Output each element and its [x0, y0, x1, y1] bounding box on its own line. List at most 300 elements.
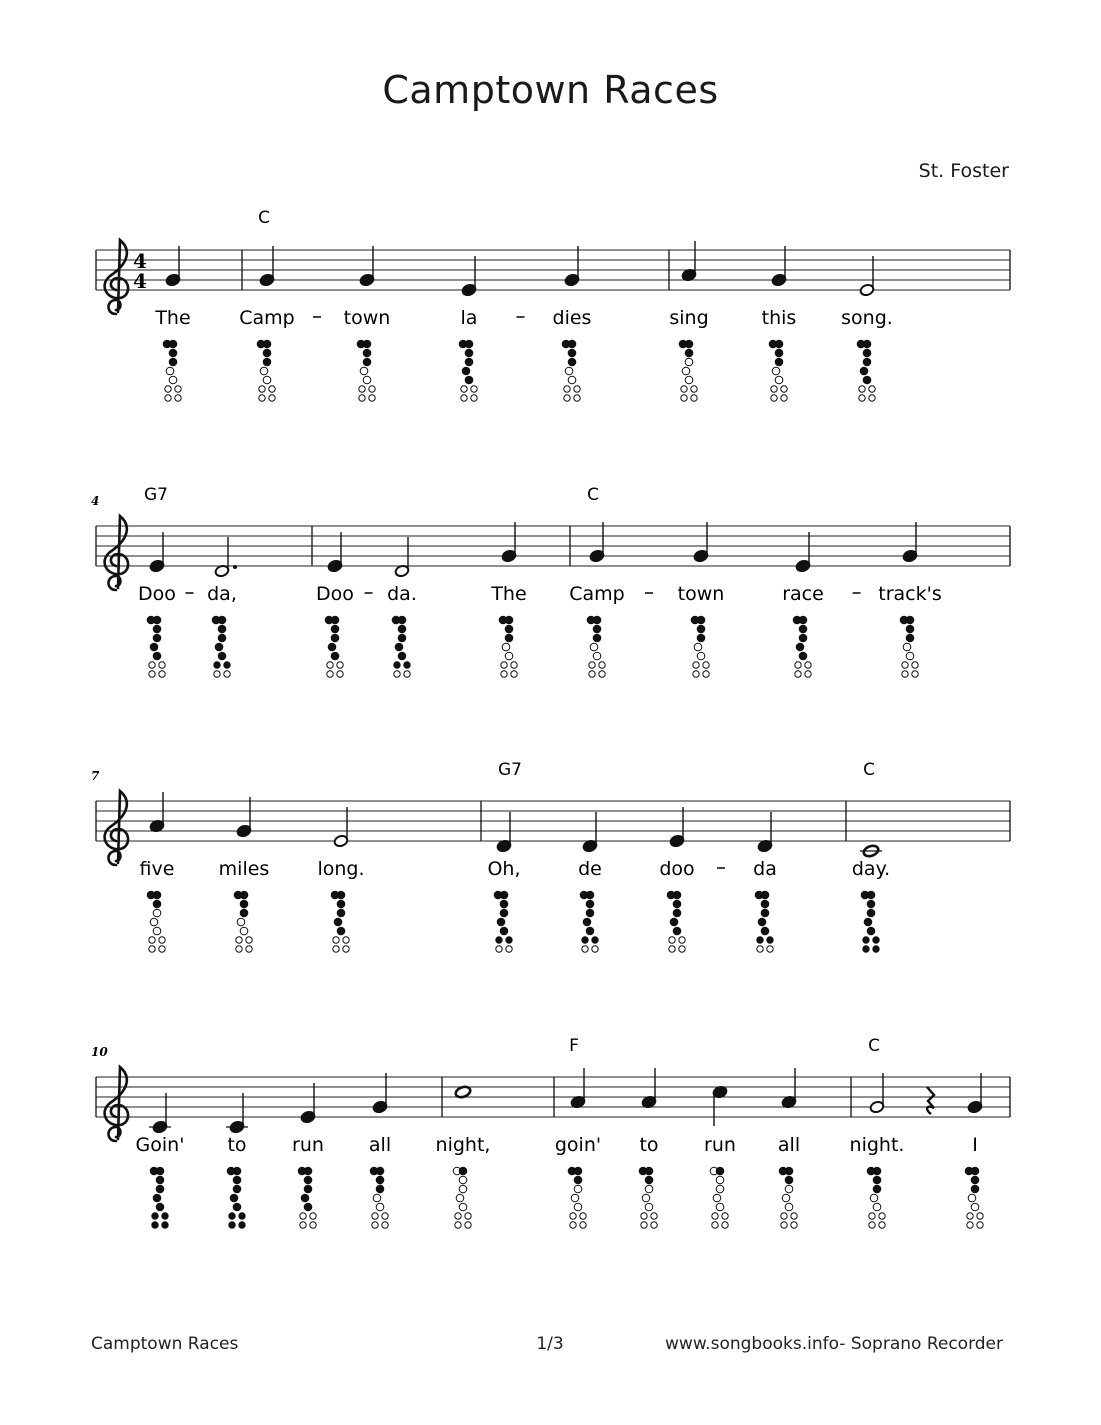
lyric-syllable: track's [878, 583, 942, 605]
lyric-syllable: miles [218, 858, 270, 880]
closed-hole-icon [331, 625, 339, 633]
closed-hole-icon [863, 937, 869, 943]
closed-hole-icon [673, 900, 681, 908]
open-hole-icon [782, 1194, 790, 1202]
lyric-syllable: goin' [554, 1134, 602, 1156]
open-hole-icon [149, 946, 155, 952]
closed-hole-icon [592, 937, 598, 943]
recorder-fingering-chart [779, 1167, 797, 1228]
closed-hole-icon [363, 349, 371, 357]
open-hole-icon [564, 386, 570, 392]
closed-hole-icon [799, 625, 807, 633]
lyric-syllable: dies [552, 307, 592, 329]
lyric-syllable: I [972, 1134, 978, 1156]
open-hole-icon [781, 1222, 787, 1228]
open-hole-icon [459, 1176, 467, 1184]
open-hole-icon [501, 671, 507, 677]
open-hole-icon [506, 946, 512, 952]
lyric-syllable: all [368, 1134, 392, 1156]
closed-hole-icon [169, 349, 177, 357]
closed-hole-icon [757, 937, 763, 943]
open-hole-icon [781, 386, 787, 392]
open-hole-icon [327, 671, 333, 677]
open-hole-icon [150, 918, 158, 926]
lyric-syllable: this [761, 307, 797, 329]
open-hole-icon [159, 662, 165, 668]
open-hole-icon [471, 395, 477, 401]
closed-hole-icon [331, 616, 339, 624]
closed-hole-icon [500, 909, 508, 917]
lyric-syllable: long. [317, 858, 365, 880]
open-hole-icon [691, 386, 697, 392]
closed-hole-icon [334, 918, 342, 926]
open-hole-icon [165, 386, 171, 392]
closed-hole-icon [398, 634, 406, 642]
open-hole-icon [771, 386, 777, 392]
open-hole-icon [757, 946, 763, 952]
open-hole-icon [716, 1185, 724, 1193]
closed-hole-icon [398, 625, 406, 633]
closed-hole-icon [162, 1213, 168, 1219]
open-hole-icon [722, 1222, 728, 1228]
open-hole-icon [333, 937, 339, 943]
closed-hole-icon [398, 616, 406, 624]
closed-hole-icon [568, 349, 576, 357]
closed-hole-icon [758, 918, 766, 926]
open-hole-icon [363, 376, 371, 384]
closed-hole-icon [906, 634, 914, 642]
recorder-fingering-chart [793, 616, 811, 677]
closed-hole-icon [337, 927, 345, 935]
open-hole-icon [300, 1222, 306, 1228]
open-hole-icon [149, 671, 155, 677]
open-hole-icon [570, 1222, 576, 1228]
staff-system-1 [96, 208, 1010, 401]
closed-hole-icon [363, 358, 371, 366]
closed-hole-icon [586, 900, 594, 908]
open-hole-icon [565, 367, 573, 375]
closed-hole-icon [218, 625, 226, 633]
open-hole-icon [165, 395, 171, 401]
open-hole-icon [722, 1213, 728, 1219]
lyric-syllable: night. [849, 1134, 905, 1156]
chord-symbol: F [569, 1036, 579, 1056]
open-hole-icon [240, 927, 248, 935]
recorder-fingering-chart [227, 1167, 245, 1228]
open-hole-icon [912, 662, 918, 668]
time-signature-bottom: 4 [133, 269, 147, 293]
open-hole-icon [694, 643, 702, 651]
closed-hole-icon [153, 1194, 161, 1202]
open-hole-icon [394, 671, 400, 677]
open-hole-icon [501, 662, 507, 668]
recorder-fingering-chart [580, 891, 598, 952]
recorder-fingering-chart [691, 616, 709, 677]
open-hole-icon [599, 662, 605, 668]
recorder-fingering-chart [453, 1167, 471, 1228]
open-hole-icon [589, 671, 595, 677]
closed-hole-icon [328, 643, 336, 651]
closed-hole-icon [505, 634, 513, 642]
page-number: 1/3 [536, 1334, 564, 1354]
open-hole-icon [679, 946, 685, 952]
open-hole-icon [869, 1213, 875, 1219]
recorder-fingering-chart [357, 340, 375, 401]
closed-hole-icon [500, 891, 508, 899]
closed-hole-icon [505, 625, 513, 633]
closed-hole-icon [156, 1185, 164, 1193]
open-hole-icon [693, 662, 699, 668]
open-hole-icon [716, 1203, 724, 1211]
open-hole-icon [767, 946, 773, 952]
open-hole-icon [906, 652, 914, 660]
open-hole-icon [376, 1203, 384, 1211]
open-hole-icon [775, 376, 783, 384]
open-hole-icon [310, 1213, 316, 1219]
closed-hole-icon [697, 634, 705, 642]
closed-hole-icon [863, 946, 869, 952]
open-hole-icon [781, 395, 787, 401]
open-hole-icon [159, 946, 165, 952]
open-hole-icon [703, 671, 709, 677]
lyric-syllable: Doo [138, 583, 176, 605]
open-hole-icon [153, 927, 161, 935]
closed-hole-icon [906, 625, 914, 633]
recorder-fingering-chart [587, 616, 605, 677]
closed-hole-icon [233, 1203, 241, 1211]
closed-hole-icon [767, 937, 773, 943]
lyric-syllable: da. [387, 583, 417, 605]
open-hole-icon [502, 643, 510, 651]
recorder-fingering-chart [857, 340, 875, 401]
open-hole-icon [681, 395, 687, 401]
closed-hole-icon [301, 1194, 309, 1202]
closed-hole-icon [697, 616, 705, 624]
recorder-fingering-chart [147, 616, 165, 677]
closed-hole-icon [465, 340, 473, 348]
lyric-syllable: de [578, 858, 602, 880]
closed-hole-icon [796, 643, 804, 651]
recorder-fingering-chart [900, 616, 918, 677]
open-hole-icon [859, 386, 865, 392]
closed-hole-icon [337, 891, 345, 899]
recorder-fingering-chart [150, 1167, 168, 1228]
closed-hole-icon [971, 1185, 979, 1193]
open-hole-icon [645, 1185, 653, 1193]
open-hole-icon [465, 1222, 471, 1228]
closed-hole-icon [971, 1176, 979, 1184]
closed-hole-icon [465, 349, 473, 357]
lyric-syllable: da, [207, 583, 237, 605]
open-hole-icon [327, 662, 333, 668]
closed-hole-icon [673, 927, 681, 935]
open-hole-icon [260, 367, 268, 375]
recorder-fingering-chart [769, 340, 787, 401]
open-hole-icon [669, 937, 675, 943]
recorder-fingering-chart [257, 340, 275, 401]
lyric-syllable: night, [435, 1134, 491, 1156]
open-hole-icon [511, 671, 517, 677]
open-hole-icon [685, 376, 693, 384]
open-hole-icon [300, 1213, 306, 1219]
closed-hole-icon [593, 634, 601, 642]
lyric-syllable: la [460, 307, 478, 329]
closed-hole-icon [240, 891, 248, 899]
closed-hole-icon [697, 625, 705, 633]
closed-hole-icon [574, 1176, 582, 1184]
closed-hole-icon [304, 1203, 312, 1211]
open-hole-icon [795, 662, 801, 668]
closed-hole-icon [971, 1167, 979, 1175]
lyric-syllable: Doo [316, 583, 354, 605]
closed-hole-icon [376, 1167, 384, 1175]
chord-symbol: C [863, 760, 875, 780]
open-hole-icon [456, 1194, 464, 1202]
closed-hole-icon [331, 652, 339, 660]
open-hole-icon [771, 395, 777, 401]
closed-hole-icon [156, 1176, 164, 1184]
closed-hole-icon [224, 662, 230, 668]
closed-hole-icon [867, 927, 875, 935]
closed-hole-icon [496, 937, 502, 943]
closed-hole-icon [337, 909, 345, 917]
closed-hole-icon [337, 900, 345, 908]
open-hole-icon [459, 1203, 467, 1211]
lyric-syllable: town [343, 307, 391, 329]
composer-credit: St. Foster [918, 160, 1009, 182]
open-hole-icon [651, 1222, 657, 1228]
closed-hole-icon [465, 358, 473, 366]
closed-hole-icon [863, 340, 871, 348]
open-hole-icon [455, 1213, 461, 1219]
recorder-fingering-chart [861, 891, 879, 952]
closed-hole-icon [304, 1176, 312, 1184]
open-hole-icon [693, 671, 699, 677]
open-hole-icon [263, 376, 271, 384]
closed-hole-icon [304, 1185, 312, 1193]
measure-number: 7 [91, 769, 100, 783]
closed-hole-icon [169, 340, 177, 348]
open-hole-icon [651, 1213, 657, 1219]
open-hole-icon [571, 1194, 579, 1202]
closed-hole-icon [863, 358, 871, 366]
recorder-fingering-chart [562, 340, 580, 401]
closed-hole-icon [775, 358, 783, 366]
lyric-syllable: all [777, 1134, 801, 1156]
open-hole-icon [360, 367, 368, 375]
lyric-syllable: five [139, 858, 175, 880]
recorder-fingering-chart [234, 891, 252, 952]
open-hole-icon [903, 643, 911, 651]
footer-source: www.songbooks.info- Soprano Recorder [665, 1334, 1003, 1354]
open-hole-icon [461, 386, 467, 392]
closed-hole-icon [506, 937, 512, 943]
closed-hole-icon [394, 662, 400, 668]
closed-hole-icon [150, 643, 158, 651]
closed-hole-icon [860, 367, 868, 375]
lyric-syllable: town [677, 583, 725, 605]
open-hole-icon [166, 367, 174, 375]
recorder-fingering-chart [147, 891, 165, 952]
open-hole-icon [237, 918, 245, 926]
open-hole-icon [568, 376, 576, 384]
open-hole-icon [977, 1222, 983, 1228]
open-hole-icon [912, 671, 918, 677]
treble-clef-icon [105, 791, 128, 865]
closed-hole-icon [156, 1203, 164, 1211]
chord-symbol: G7 [498, 760, 522, 780]
closed-hole-icon [867, 900, 875, 908]
open-hole-icon [795, 671, 801, 677]
open-hole-icon [224, 671, 230, 677]
closed-hole-icon [153, 900, 161, 908]
time-signature-top: 4 [133, 249, 147, 273]
chord-symbol: C [587, 485, 599, 505]
open-hole-icon [713, 1194, 721, 1202]
closed-hole-icon [867, 891, 875, 899]
lyric-syllable: race [782, 583, 824, 605]
footer-song-title: Camptown Races [91, 1334, 239, 1354]
closed-hole-icon [761, 900, 769, 908]
open-hole-icon [682, 367, 690, 375]
open-hole-icon [681, 386, 687, 392]
closed-hole-icon [761, 891, 769, 899]
open-hole-icon [712, 1213, 718, 1219]
recorder-fingering-chart [212, 616, 230, 677]
closed-hole-icon [785, 1176, 793, 1184]
recorder-fingering-chart [965, 1167, 983, 1228]
closed-hole-icon [395, 643, 403, 651]
closed-hole-icon [775, 349, 783, 357]
open-hole-icon [580, 1222, 586, 1228]
closed-hole-icon [240, 909, 248, 917]
closed-hole-icon [404, 662, 410, 668]
open-hole-icon [805, 671, 811, 677]
closed-hole-icon [906, 616, 914, 624]
open-hole-icon [459, 1185, 467, 1193]
closed-hole-icon [215, 643, 223, 651]
open-hole-icon [372, 1213, 378, 1219]
open-hole-icon [691, 395, 697, 401]
closed-hole-icon [304, 1167, 312, 1175]
open-hole-icon [870, 1194, 878, 1202]
closed-hole-icon [376, 1176, 384, 1184]
recorder-fingering-chart [568, 1167, 586, 1228]
measure-number: 10 [91, 1045, 108, 1059]
closed-hole-icon [239, 1222, 245, 1228]
recorder-fingering-chart [679, 340, 697, 401]
open-hole-icon [246, 937, 252, 943]
closed-hole-icon [568, 340, 576, 348]
open-hole-icon [369, 395, 375, 401]
recorder-fingering-chart [163, 340, 181, 401]
open-hole-icon [511, 662, 517, 668]
treble-clef-icon [105, 1067, 128, 1141]
closed-hole-icon [586, 927, 594, 935]
open-hole-icon [697, 652, 705, 660]
dot [233, 565, 237, 569]
closed-hole-icon [864, 918, 872, 926]
open-hole-icon [455, 1222, 461, 1228]
closed-hole-icon [799, 634, 807, 642]
closed-hole-icon [497, 918, 505, 926]
open-hole-icon [805, 662, 811, 668]
recorder-fingering-chart [298, 1167, 316, 1228]
lyric-syllable: day. [851, 858, 891, 880]
open-hole-icon [685, 358, 693, 366]
open-hole-icon [869, 395, 875, 401]
lyric-syllable: doo [659, 858, 695, 880]
open-hole-icon [971, 1203, 979, 1211]
open-hole-icon [879, 1213, 885, 1219]
open-hole-icon [781, 1213, 787, 1219]
treble-clef-icon [105, 240, 128, 314]
closed-hole-icon [462, 367, 470, 375]
closed-hole-icon [239, 1213, 245, 1219]
closed-hole-icon [582, 937, 588, 943]
closed-hole-icon [331, 634, 339, 642]
open-hole-icon [343, 937, 349, 943]
open-hole-icon [873, 1203, 881, 1211]
open-hole-icon [269, 395, 275, 401]
open-hole-icon [159, 671, 165, 677]
recorder-fingering-chart [494, 891, 512, 952]
closed-hole-icon [218, 616, 226, 624]
closed-hole-icon [645, 1176, 653, 1184]
open-hole-icon [645, 1203, 653, 1211]
recorder-fingering-chart [331, 891, 349, 952]
open-hole-icon [785, 1185, 793, 1193]
open-hole-icon [236, 937, 242, 943]
lyric-syllable: sing [669, 307, 709, 329]
closed-hole-icon [873, 1185, 881, 1193]
closed-hole-icon [459, 1167, 467, 1175]
open-hole-icon [359, 395, 365, 401]
open-hole-icon [869, 1222, 875, 1228]
lyric-syllable: Oh, [487, 858, 521, 880]
open-hole-icon [669, 946, 675, 952]
closed-hole-icon [673, 891, 681, 899]
closed-hole-icon [583, 918, 591, 926]
measure-number: 4 [91, 494, 100, 508]
closed-hole-icon [233, 1185, 241, 1193]
closed-hole-icon [233, 1176, 241, 1184]
closed-hole-icon [673, 909, 681, 917]
open-hole-icon [589, 662, 595, 668]
open-hole-icon [333, 946, 339, 952]
closed-hole-icon [873, 1176, 881, 1184]
open-hole-icon [791, 1222, 797, 1228]
open-hole-icon [369, 386, 375, 392]
closed-hole-icon [153, 625, 161, 633]
open-hole-icon [175, 395, 181, 401]
staff-system-2 [91, 485, 1010, 677]
open-hole-icon [175, 386, 181, 392]
open-hole-icon [580, 1213, 586, 1219]
open-hole-icon [310, 1222, 316, 1228]
open-hole-icon [902, 662, 908, 668]
closed-hole-icon [263, 349, 271, 357]
recorder-fingering-chart [639, 1167, 657, 1228]
closed-hole-icon [376, 1185, 384, 1193]
open-hole-icon [337, 662, 343, 668]
lyric-syllable: run [704, 1134, 736, 1156]
recorder-fingering-chart [325, 616, 343, 677]
open-hole-icon [372, 1222, 378, 1228]
open-hole-icon [641, 1222, 647, 1228]
closed-hole-icon [574, 1167, 582, 1175]
lyric-syllable: song. [841, 307, 893, 329]
